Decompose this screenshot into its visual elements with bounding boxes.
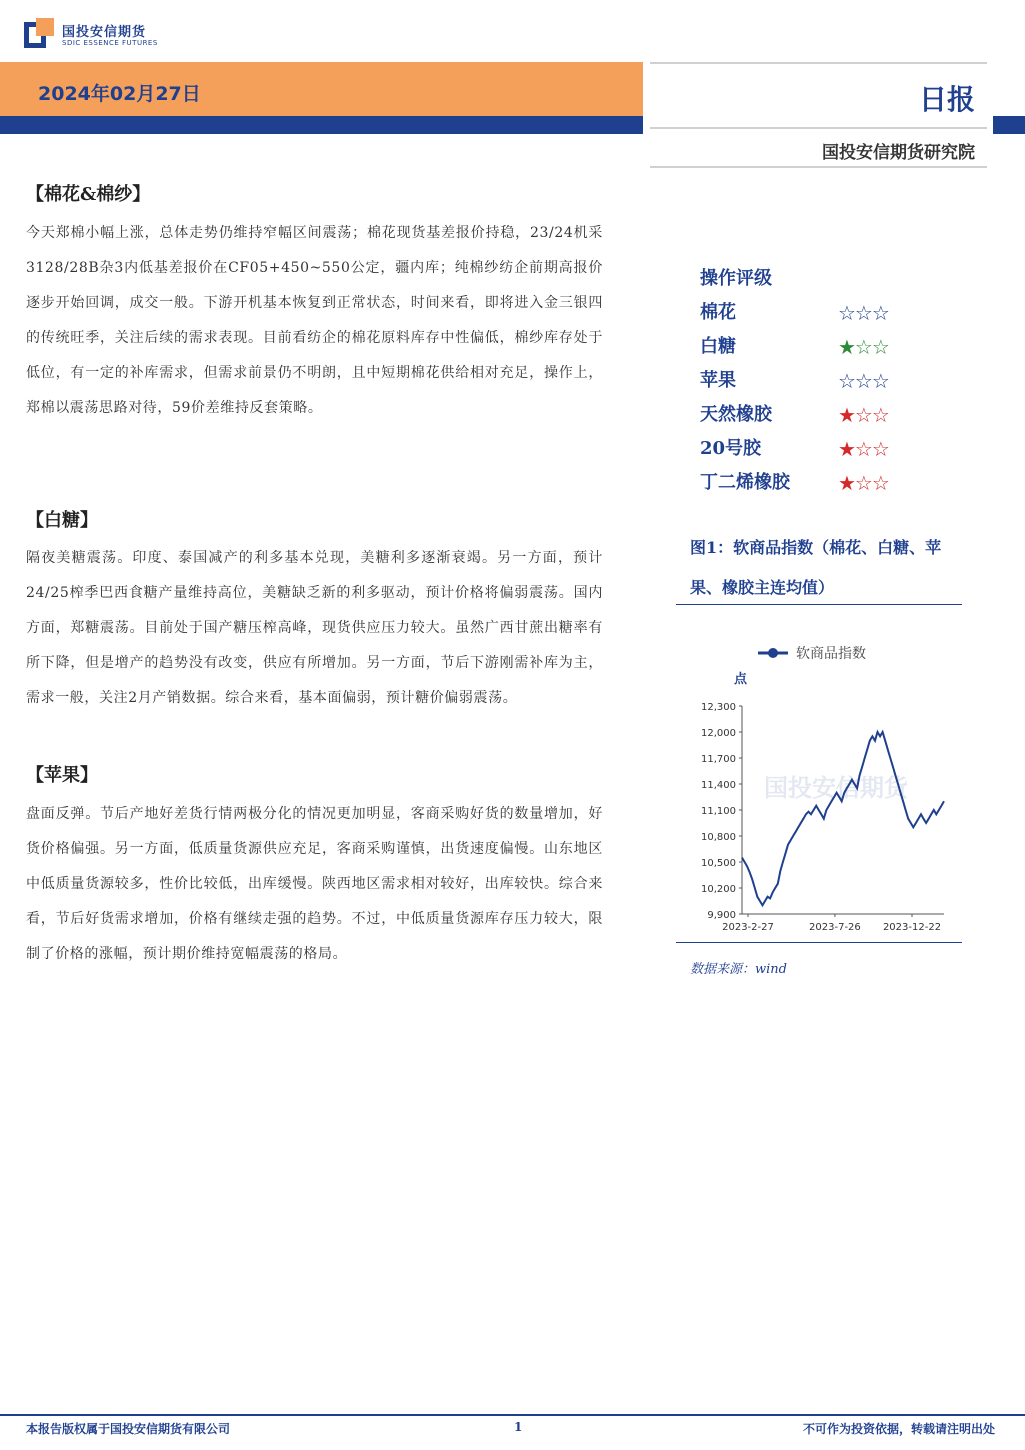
rating-panel <box>700 262 940 500</box>
footer-rule <box>0 1414 1025 1416</box>
section-title-cotton: 【棉花&棉纱】 <box>26 184 151 205</box>
rating-name: 苹果 <box>700 370 736 391</box>
rating-name: 白糖 <box>700 336 736 357</box>
rating-name: 丁二烯橡胶 <box>700 472 790 493</box>
figure-source: 数据来源：wind <box>690 962 787 977</box>
section-title-apple: 【苹果】 <box>26 765 98 786</box>
y-tick-label: 11,400 <box>701 780 736 791</box>
rating-stars: ★☆☆ <box>838 437 889 461</box>
figure-bottom-rule <box>676 942 962 943</box>
x-tick-label: 2023-12-22 <box>882 922 942 933</box>
rating-row <box>700 398 940 432</box>
section-text-sugar: 隔夜美糖震荡。印度、泰国减产的利多基本兑现，美糖利多逐渐衰竭。另一方面，预计24/25榨季巴西食糖产量维持高位，美糖缺乏新的利多驱动，预计价格将偏弱震荡。国内方面，郑糖震荡。目前处于国产糖压榨高峰，现货供应压力较大。虽然广西甘蔗出糖率有所下降，但是增产的趋势没有改变，供应有所增加。另一方面，节后下游刚需补库为主，需求一般，关注2月产销数据。综合来看，基本面偏弱，预计糖价偏弱震荡。 <box>26 550 603 706</box>
y-tick-label: 11,100 <box>701 806 736 817</box>
company-logo <box>24 16 164 52</box>
logo-text-en: SDIC ESSENCE FUTURES <box>62 39 158 47</box>
divider-bottom <box>650 166 987 168</box>
report-type-title: 日报 <box>918 83 975 116</box>
rating-stars: ★☆☆ <box>838 471 889 495</box>
logo-text-cn: 国投安信期货 <box>62 25 147 40</box>
figure-title: 图1：软商品指数（棉花、白糖、苹果、橡胶主连均值） <box>690 538 942 597</box>
rating-row <box>700 432 940 466</box>
y-tick-label: 10,200 <box>701 884 736 895</box>
rating-row <box>700 466 940 500</box>
soft-commodity-index-chart <box>676 636 966 940</box>
rating-name: 棉花 <box>700 302 736 323</box>
y-tick-label: 12,000 <box>701 728 736 739</box>
rating-stars: ★☆☆ <box>838 403 889 427</box>
footer-copyright: 本报告版权属于国投安信期货有限公司 <box>26 1422 231 1436</box>
legend-marker <box>768 648 778 658</box>
header-blue-band <box>0 116 643 134</box>
institute-name: 国投安信期货研究院 <box>822 143 975 163</box>
divider-top <box>650 62 987 64</box>
rating-stars: ☆☆☆ <box>838 301 889 325</box>
y-tick-label: 11,700 <box>701 754 736 765</box>
series-line <box>742 732 944 905</box>
legend-label: 软商品指数 <box>796 646 866 662</box>
section-title-sugar: 【白糖】 <box>26 510 98 531</box>
watermark-text: 国投安信期货 <box>764 774 908 802</box>
y-axis-label: 点 <box>734 672 748 687</box>
figure-top-rule <box>676 604 962 605</box>
y-tick-label: 9,900 <box>707 910 736 921</box>
footer-disclaimer: 不可作为投资依据，转载请注明出处 <box>802 1422 995 1436</box>
rating-row <box>700 330 940 364</box>
header-blue-band-right <box>993 116 1025 134</box>
section-text-cotton: 今天郑棉小幅上涨，总体走势仍维持窄幅区间震荡；棉花现货基差报价持稳，23/24机采3128/28B杂3内低基差报价在CF05+450~550公定，疆内库；纯棉纱纺企前期高报价逐步开始回调，成交一般。下游开机基本恢复到正常状态，时间来看，即将进入金三银四的传统旺季，关注后续的需求表现。目前看纺企的棉花原料库存中性偏低，棉纱库存处于低位，有一定的补库需求，但需求前景仍不明朗，且中短期棉花供给相对充足，操作上，郑棉以震荡思路对待，59价差维持反套策略。 <box>26 225 603 416</box>
rating-row <box>700 364 940 398</box>
rating-title: 操作评级 <box>700 268 772 289</box>
divider-middle <box>650 127 987 129</box>
rating-row <box>700 296 940 330</box>
section-text-apple: 盘面反弹。节后产地好差货行情两极分化的情况更加明显，客商采购好货的数量增加，好货价格偏强。另一方面，低质量货源供应充足，客商采购谨慎，出货速度偏慢。山东地区中低质量货源较多，性价比较低，出库缓慢。陕西地区需求相对较好，出库较快。综合来看，节后好货需求增加，价格有继续走强的趋势。不过，中低质量货源库存压力较大，限制了价格的涨幅，预计期价维持宽幅震荡的格局。 <box>26 806 603 962</box>
x-tick-label: 2023-7-26 <box>809 922 861 933</box>
rating-stars: ★☆☆ <box>838 335 889 359</box>
rating-stars: ☆☆☆ <box>838 369 889 393</box>
logo-mark-icon <box>24 18 54 50</box>
rating-name: 20号胶 <box>700 438 762 459</box>
report-date: 2024年02月27日 <box>38 83 201 105</box>
y-tick-label: 10,500 <box>701 858 736 869</box>
x-tick-label: 2023-2-27 <box>722 922 774 933</box>
rating-name: 天然橡胶 <box>700 404 772 425</box>
y-tick-label: 12,300 <box>701 702 736 713</box>
page-number: 1 <box>514 1420 523 1434</box>
y-tick-label: 10,800 <box>701 832 736 843</box>
